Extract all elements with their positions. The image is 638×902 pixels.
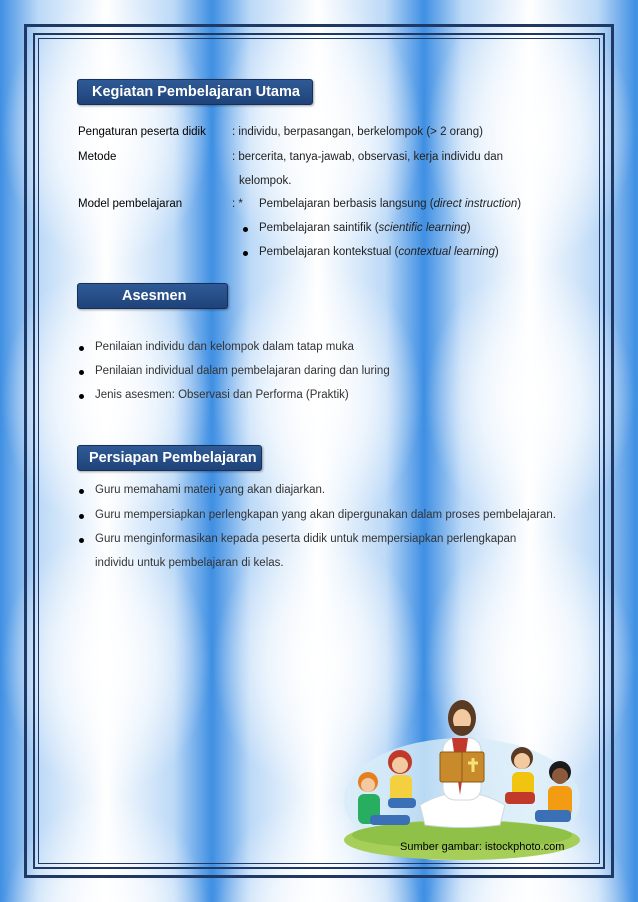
preparation-item: Guru memahami materi yang akan diajarkan. [95,484,326,496]
section-title-assessment: Asesmen [77,283,228,309]
preparation-item: Guru mempersiapkan perlengkapan yang akan dipergunakan dalam proses pembelajaran. [95,509,556,521]
image-credit: Sumber gambar: istockphoto.com [400,841,565,853]
learning-model-prefix: : * [232,198,243,210]
assessment-item: Penilaian individual dalam pembelajaran daring dan luring [95,365,390,377]
label-method: Metode [78,151,117,163]
assessment-item: Penilaian individu dan kelompok dalam tatap muka [95,341,354,353]
label-learning-model: Model pembelajaran [78,198,183,210]
preparation-item: Guru menginformasikan kepada peserta didik untuk mempersiapkan perlengkapan [95,533,517,545]
learning-model-item-3: Pembelajaran kontekstual (contextual learning) [259,246,499,258]
section-title-preparation: Persiapan Pembelajaran [77,445,262,471]
jesus-with-children-illustration [340,690,585,860]
learning-model-item-2: Pembelajaran saintifik (scientific learning) [259,222,471,234]
learning-model-item-1: Pembelajaran berbasis langsung (direct instruction) [259,198,522,210]
label-student-arrangement: Pengaturan peserta didik [78,126,206,138]
value-method-line2: kelompok. [239,175,292,187]
value-student-arrangement: : individu, berpasangan, berkelompok (> 2 orang) [232,126,483,138]
assessment-item: Jenis asesmen: Observasi dan Performa (Praktik) [95,389,349,401]
preparation-item-continuation: individu untuk pembelajaran di kelas. [95,557,284,569]
value-method-line1: : bercerita, tanya-jawab, observasi, kerja individu dan [232,151,504,163]
section-title-main-activities: Kegiatan Pembelajaran Utama [77,79,313,105]
